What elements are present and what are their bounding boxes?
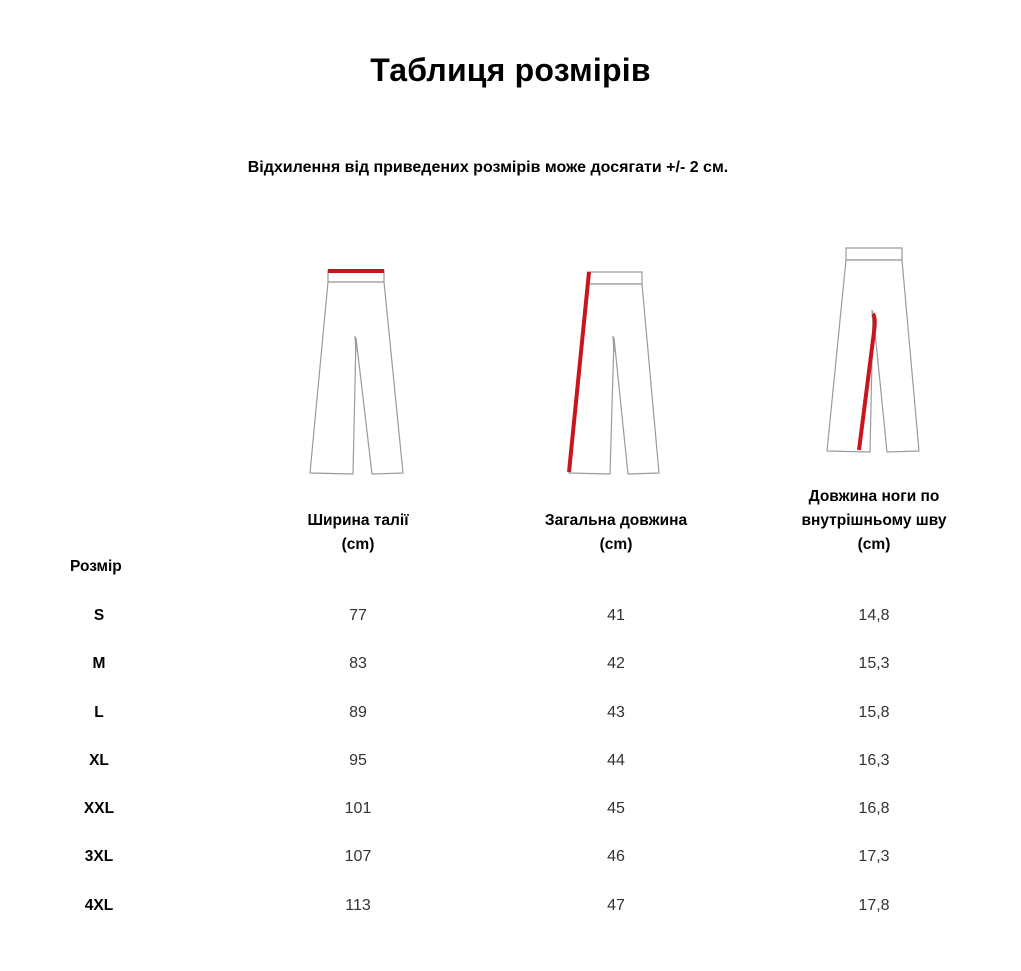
waist-cell: 77	[349, 607, 367, 624]
size-cell: 3XL	[84, 848, 114, 865]
size-cell: XL	[89, 752, 109, 769]
inseam-length-label-1: Довжина ноги по	[808, 488, 940, 505]
total-length-diagram	[558, 262, 678, 482]
inseam-cell: 15,8	[858, 704, 890, 721]
size-cell: S	[93, 607, 105, 624]
size-cell: L	[94, 704, 104, 721]
inseam-cell: 14,8	[858, 607, 890, 624]
total-length-header	[506, 509, 726, 557]
inseam-length-label-2: внутрішньому шву	[801, 512, 947, 529]
waist-cell: 83	[349, 655, 367, 672]
waist-cell: 89	[349, 704, 367, 721]
size-cell: M	[92, 655, 106, 672]
page-title: Таблиця розмірів	[370, 52, 651, 88]
size-deviation-note: Відхилення від приведених розмірів може досягати +/- 2 см.	[247, 159, 729, 176]
size-header: Розмір	[70, 558, 122, 575]
inseam-cell: 15,3	[858, 655, 890, 672]
length-cell: 47	[607, 897, 625, 914]
waist-cell: 101	[344, 800, 372, 817]
length-cell: 46	[607, 848, 625, 865]
size-cell: XXL	[83, 800, 115, 817]
inseam-length-diagram	[815, 240, 935, 460]
length-cell: 43	[607, 704, 625, 721]
length-cell: 45	[607, 800, 625, 817]
waist-width-unit: (cm)	[341, 536, 375, 553]
length-cell: 44	[607, 752, 625, 769]
waist-width-label: Ширина талії	[307, 512, 409, 529]
waist-width-diagram	[300, 262, 420, 482]
inseam-cell: 16,3	[858, 752, 890, 769]
inseam-length-header	[764, 485, 984, 557]
length-cell: 41	[607, 607, 625, 624]
total-length-label: Загальна довжина	[544, 512, 688, 529]
inseam-cell: 17,3	[858, 848, 890, 865]
total-length-unit: (cm)	[599, 536, 633, 553]
inseam-cell: 16,8	[858, 800, 890, 817]
size-cell: 4XL	[84, 897, 114, 914]
waist-width-header	[248, 509, 468, 557]
table-row	[0, 749, 1021, 773]
inseam-cell: 17,8	[858, 897, 890, 914]
inseam-length-unit: (cm)	[857, 536, 891, 553]
waist-cell: 95	[349, 752, 367, 769]
table-row	[0, 652, 1021, 676]
waist-cell: 107	[344, 848, 372, 865]
table-row	[0, 701, 1021, 725]
table-row	[0, 894, 1021, 918]
waist-cell: 113	[345, 897, 371, 914]
table-row	[0, 604, 1021, 628]
table-row	[0, 845, 1021, 869]
table-row	[0, 797, 1021, 821]
length-cell: 42	[607, 655, 625, 672]
